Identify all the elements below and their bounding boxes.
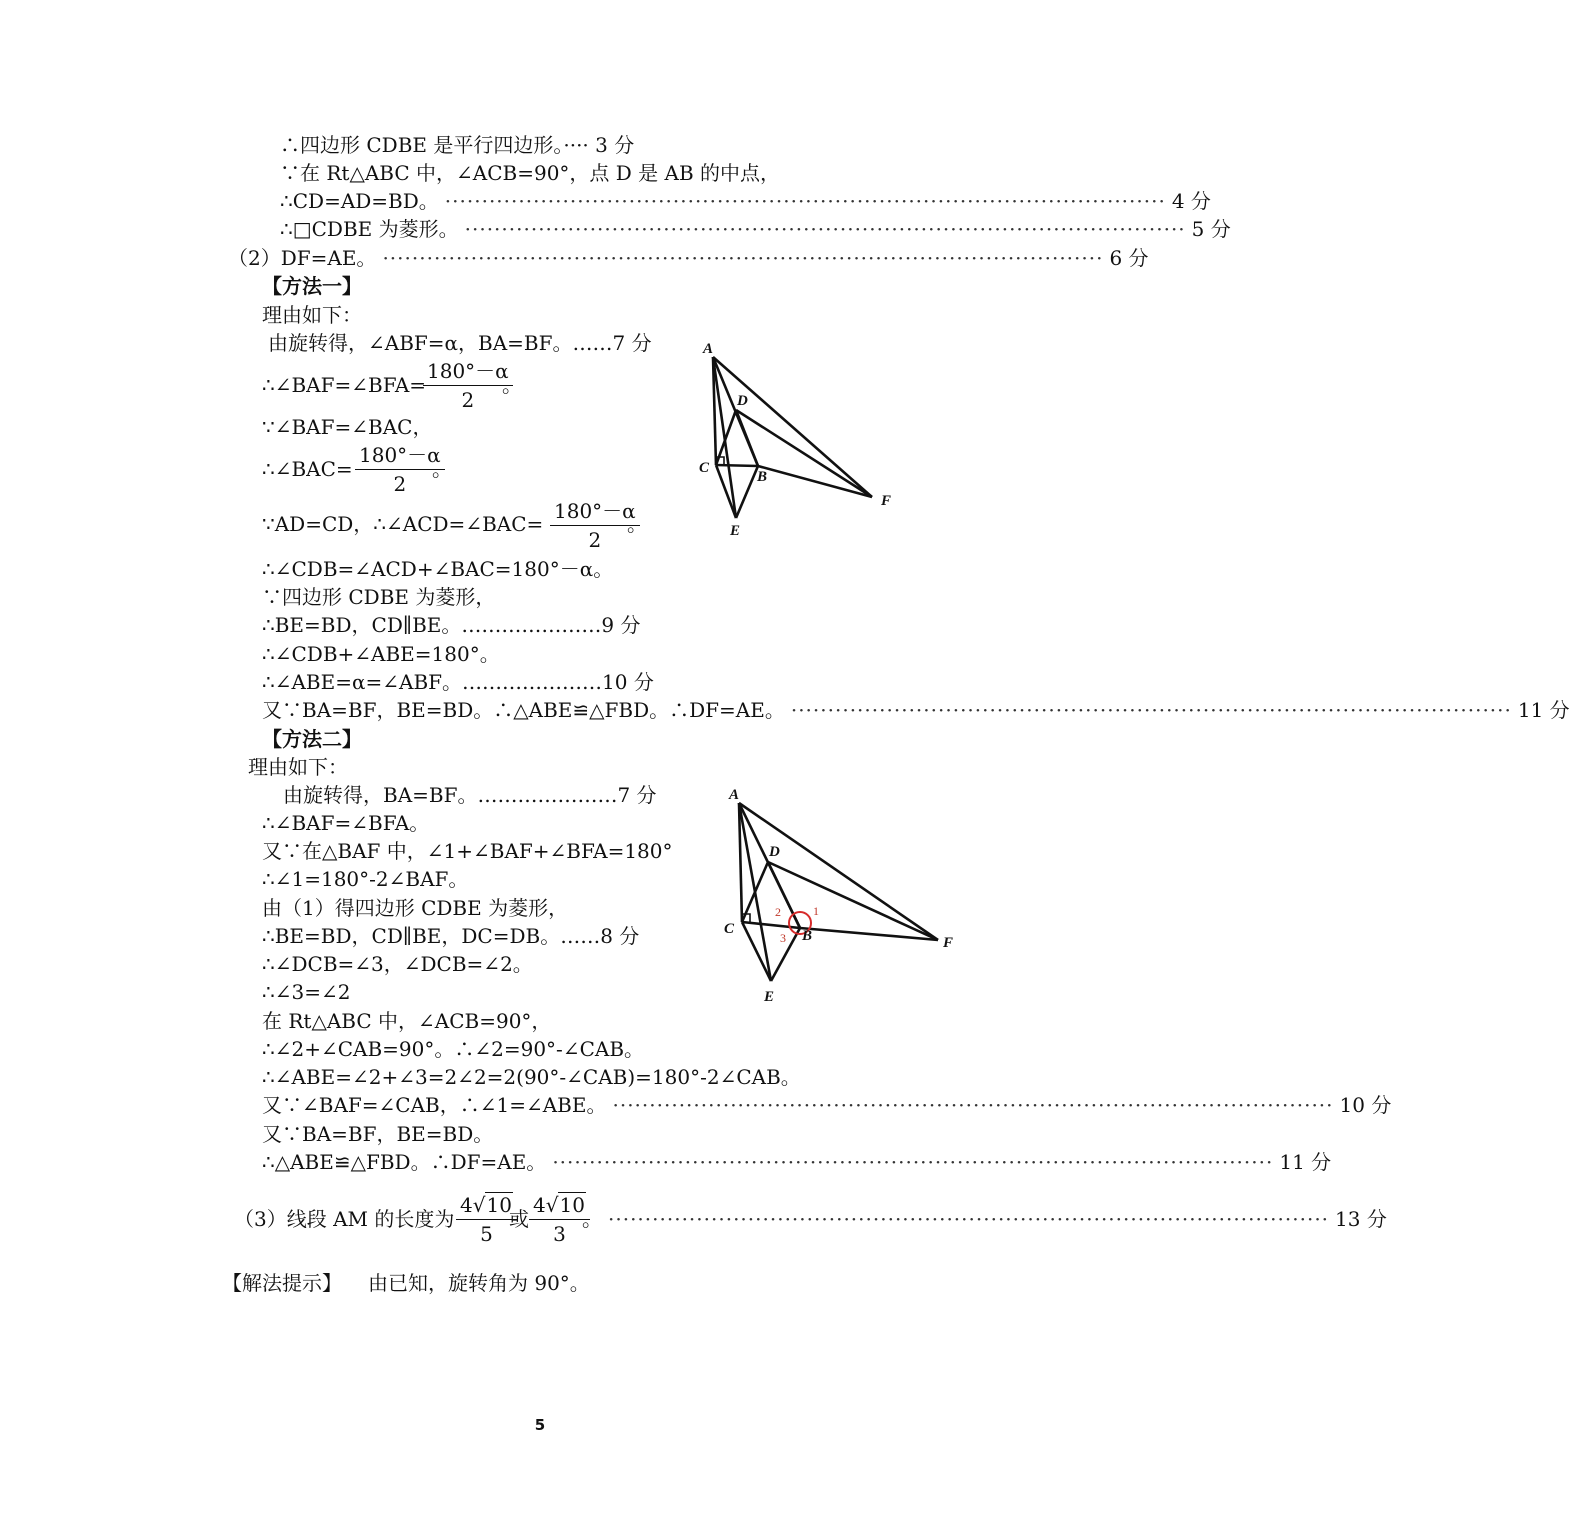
fraction-numerator: 4√10 [456, 1193, 517, 1220]
part3-or: 或 [509, 1207, 529, 1231]
m2-congruent [262, 1149, 1332, 1175]
fraction-denominator: 2 [461, 388, 475, 412]
m2-be-bd: ∴BE=BD，CD∥BE，DC=DB。……8 分 [262, 924, 640, 948]
m2-angle1-abe [262, 1092, 1392, 1118]
stmt-text: ∴△ABE≌△FBD。∴DF=AE。 [262, 1150, 547, 1174]
method1-heading: 【方法一】 [262, 274, 362, 298]
m1-ad-cd [262, 511, 543, 537]
stmt-text: 又∵BA=BF，BE=BD。∴△ABE≌△FBD。∴DF=AE。 [262, 698, 785, 722]
m1-baf-bac: ∵∠BAF=∠BAC， [262, 415, 433, 439]
stmt-text: ∴CD=AD=BD。 [280, 189, 439, 213]
punct: 。 [502, 373, 522, 397]
radicand: 10 [559, 1193, 585, 1217]
part3-prefix: （3）线段 AM 的长度为 [234, 1207, 455, 1231]
method1-reason: 理由如下： [262, 303, 362, 327]
fraction-4-sqrt10-over-3 [529, 1193, 590, 1246]
leader-dots: ·································································································· [444, 189, 1166, 213]
leader-dots: ·································································································· [612, 1093, 1334, 1117]
radicand: 10 [486, 1193, 512, 1217]
label-F: F [943, 935, 954, 951]
label-B: B [757, 469, 768, 485]
m2-baf-bfa: ∴∠BAF=∠BFA。 [262, 811, 430, 835]
hint [222, 1270, 590, 1296]
stmt-text: ∴∠BAC= [262, 457, 353, 481]
fraction-numerator: 4√10 [529, 1193, 590, 1220]
coefficient: 4 [460, 1193, 473, 1217]
punct: 。 [582, 1207, 602, 1231]
m2-angle3-2: ∴∠3=∠2 [262, 980, 351, 1004]
figure2-diagram [718, 780, 958, 1005]
stmt-rhombus [280, 216, 1231, 242]
label-C: C [724, 921, 735, 937]
label-A: A [703, 341, 714, 357]
angle-3-label: 3 [780, 931, 786, 945]
m1-rotation: 由旋转得，∠ABF=α，BA=BF。……7 分 [268, 331, 652, 355]
m2-rhombus: 由（1）得四边形 CDBE 为菱形， [262, 896, 569, 920]
m1-baf-bfa [262, 372, 426, 398]
m2-rotation: 由旋转得，BA=BF。…………………7 分 [283, 783, 657, 807]
stmt-cd-ad-bd [280, 188, 1211, 214]
punct: 。 [627, 512, 647, 536]
leader-dots: ·································································································· [464, 217, 1186, 241]
page-number: 5 [534, 1416, 546, 1434]
part3-score-line [582, 1206, 1387, 1232]
fraction-denominator: 3 [553, 1222, 566, 1246]
hint-text: 由已知，旋转角为 90°。 [368, 1271, 590, 1295]
label-A: A [729, 787, 740, 803]
m1-abe-alpha: ∴∠ABE=α=∠ABF。…………………10 分 [262, 670, 654, 694]
label-D: D [737, 393, 748, 409]
m2-dcb: ∴∠DCB=∠3，∠DCB=∠2。 [262, 952, 533, 976]
stmt-text: ∵AD=CD，∴∠ACD=∠BAC= [262, 512, 544, 536]
fraction-denominator: 2 [588, 528, 602, 552]
m1-cdb-abe: ∴∠CDB+∠ABE=180°。 [262, 642, 500, 666]
score-11: 11 分 [1279, 1150, 1332, 1174]
stmt-text: 又∵∠BAF=∠CAB，∴∠1=∠ABE。 [262, 1093, 607, 1117]
fraction-numerator: 180°－α [355, 443, 445, 470]
score-5: 5 分 [1191, 217, 1231, 241]
label-E: E [764, 989, 775, 1005]
fraction-denominator: 5 [480, 1222, 493, 1246]
stmt-rt-triangle: ∵在 Rt△ABC 中，∠ACB=90°，点 D 是 AB 的中点， [280, 161, 781, 185]
fraction-numerator: 180°－α [550, 499, 640, 526]
score-6: 6 分 [1109, 246, 1149, 270]
angle-1-label: 1 [813, 904, 819, 918]
fraction-numerator: 180°－α [423, 359, 513, 386]
m2-ba-bf: 又∵BA=BF，BE=BD。 [262, 1122, 494, 1146]
label-E: E [730, 523, 741, 539]
score-11: 11 分 [1517, 698, 1570, 722]
leader-dots: ·································································································· [382, 246, 1104, 270]
coefficient: 4 [533, 1193, 546, 1217]
angle-2-label: 2 [775, 905, 781, 919]
fraction-180-alpha [423, 359, 513, 412]
figure1-diagram [696, 336, 916, 541]
punct: 。 [432, 457, 452, 481]
m2-angle1: ∴∠1=180°-2∠BAF。 [262, 867, 469, 891]
m2-triangle-sum: 又∵在△BAF 中，∠1+∠BAF+∠BFA=180° [262, 839, 673, 863]
m1-bac [262, 456, 353, 482]
label-C: C [699, 460, 710, 476]
fraction-4-sqrt10-over-5 [456, 1193, 517, 1246]
m2-angle2-cab: ∴∠2+∠CAB=90°。∴∠2=90°-∠CAB。 [262, 1037, 645, 1061]
m2-abe: ∴∠ABE=∠2+∠3=2∠2=2(90°-∠CAB)=180°-2∠CAB。 [262, 1065, 801, 1089]
m1-rhombus: ∵四边形 CDBE 为菱形， [262, 585, 496, 609]
leader-dots: ·································································································· [790, 698, 1512, 722]
m1-be-bd: ∴BE=BD，CD∥BE。…………………9 分 [262, 613, 641, 637]
label-F: F [881, 493, 892, 509]
hint-label: 【解法提示】 [222, 1271, 342, 1295]
label-D: D [769, 844, 780, 860]
stmt-parallelogram: ∴四边形 CDBE 是平行四边形。···· 3 分 [280, 133, 635, 157]
score-4: 4 分 [1171, 189, 1211, 213]
stmt-df-ae [228, 245, 1149, 271]
method2-heading: 【方法二】 [262, 727, 362, 751]
m1-congruent [262, 697, 1570, 723]
stmt-text: （2）DF=AE。 [228, 246, 377, 270]
score-10: 10 分 [1339, 1093, 1392, 1117]
m2-rt-triangle: 在 Rt△ABC 中，∠ACB=90°， [262, 1009, 552, 1033]
leader-dots: ·································································································· [608, 1207, 1330, 1231]
label-B: B [802, 928, 813, 944]
fraction-denominator: 2 [393, 472, 407, 496]
method2-reason: 理由如下： [248, 755, 348, 779]
m1-cdb: ∴∠CDB=∠ACD+∠BAC=180°－α。 [262, 557, 614, 581]
stmt-text: ∴□CDBE 为菱形。 [280, 217, 459, 241]
leader-dots: ·································································································· [552, 1150, 1274, 1174]
score-13: 13 分 [1335, 1207, 1387, 1231]
stmt-text: ∴∠BAF=∠BFA= [262, 373, 427, 397]
